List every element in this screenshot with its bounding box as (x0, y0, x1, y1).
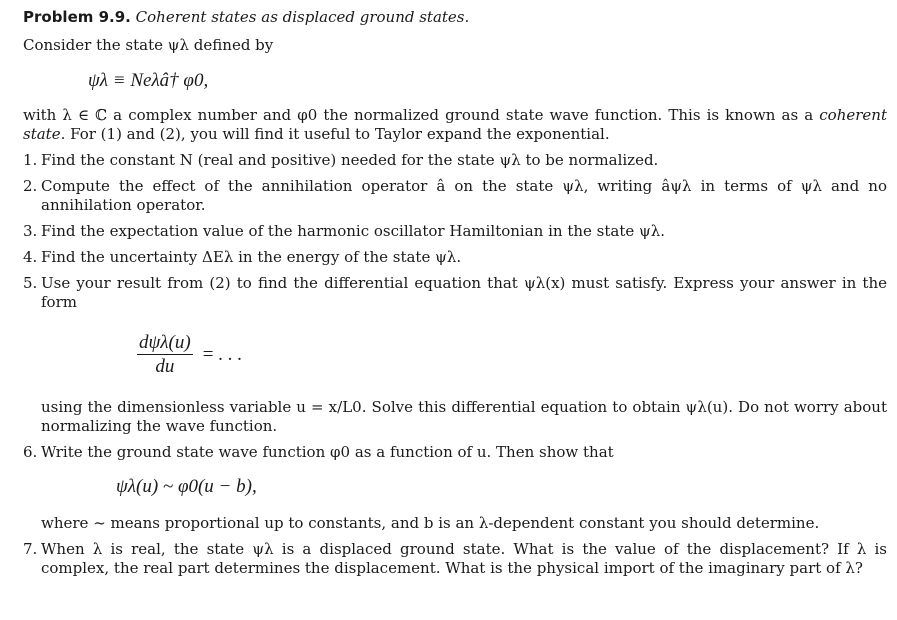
item-number: 5. (23, 274, 38, 292)
item-number: 3. (23, 222, 38, 240)
item-text: Use your result from (2) to find the differential equation that ψλ(x) must satisfy. Express your answer in the form (41, 274, 887, 311)
item-number: 4. (23, 248, 38, 266)
question-item-7 (23, 540, 887, 578)
item6-followup: where ~ means proportional up to constants, and b is an λ-dependent constant you should determine. (41, 514, 820, 532)
question-item-1 (23, 151, 887, 170)
differential-equation (137, 326, 887, 382)
question-item-4 (23, 248, 887, 267)
item-text: Find the uncertainty ΔEλ in the energy of the state ψλ. (41, 248, 462, 266)
question-list (23, 151, 887, 578)
question-item-2 (23, 177, 887, 215)
item-number: 1. (23, 151, 38, 169)
intro-paragraph (23, 106, 887, 144)
item-number: 6. (23, 443, 38, 461)
fraction-tail: = . . . (202, 343, 242, 365)
item-text: Find the constant N (real and positive) needed for the state ψλ to be normalized. (41, 151, 659, 169)
paragraph-emphasis: coherent state (23, 106, 887, 143)
intro-text: Consider the state ψλ defined by (23, 36, 274, 54)
item-text: Write the ground state wave function φ0 as a function of u. Then show that (41, 443, 614, 461)
displaced-state-equation: ψλ(u) ~ φ0(u − b), (116, 476, 257, 497)
derivative-fraction (137, 333, 193, 376)
problem-label: Problem 9.9. (23, 8, 131, 26)
question-item-5 (23, 274, 887, 436)
item-number: 7. (23, 540, 38, 558)
item-number: 2. (23, 177, 38, 195)
fraction-denominator: du (155, 355, 175, 377)
question-item-6 (23, 443, 887, 533)
paragraph-part2: . For (1) and (2), you will find it useful to Taylor expand the exponential. (60, 125, 610, 143)
item5-followup: using the dimensionless variable u = x/L0. Solve this differential equation to obtain ψλ(u). Do not worry about normalizing the wave function. (41, 398, 887, 435)
paragraph-part1: with λ ∈ ℂ a complex number and φ0 the normalized ground state wave function. This is known as a (23, 106, 820, 124)
problem-heading (23, 6, 887, 28)
coherent-state-equation: ψλ ≡ Neλâ† φ0, (88, 70, 209, 91)
problem-title: Coherent states as displaced ground states. (135, 8, 470, 26)
item-text: When λ is real, the state ψλ is a displaced ground state. What is the value of the displacement? If λ is complex, the real part determines the displacement. What is the physical import of the imaginary part of λ? (41, 540, 887, 577)
item-text: Compute the effect of the annihilation operator â on the state ψλ, writing âψλ in terms of ψλ and no annihilation operator. (41, 177, 887, 214)
item-text: Find the expectation value of the harmonic oscillator Hamiltonian in the state ψλ. (41, 222, 666, 240)
fraction-numerator: dψλ(u) (139, 331, 191, 353)
question-item-3 (23, 222, 887, 241)
